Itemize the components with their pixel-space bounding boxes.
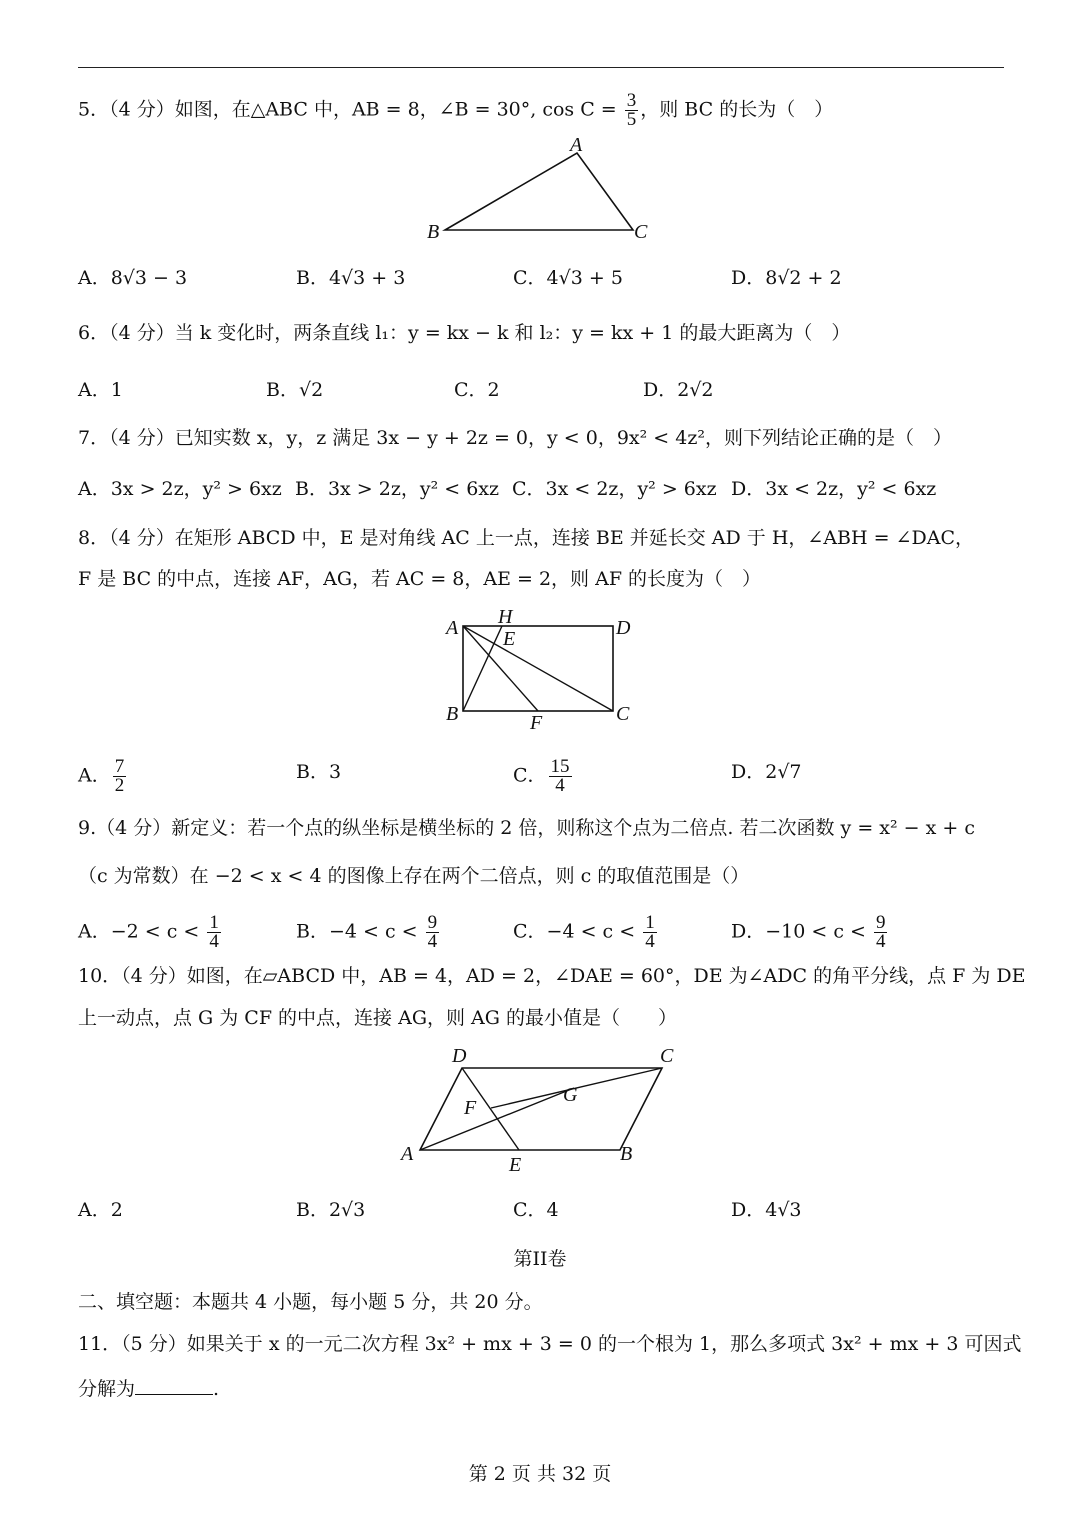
q8-option-b[interactable]: B．3 bbox=[296, 761, 342, 783]
label-c: C bbox=[616, 703, 630, 725]
segment-af bbox=[463, 626, 538, 711]
q9-option-a[interactable]: A．−2 < c < $\frac{1}{4}$ bbox=[78, 912, 219, 952]
q6-option-d[interactable]: D．2√2 bbox=[643, 379, 714, 401]
label-f: F bbox=[530, 712, 543, 734]
q8-option-a[interactable]: A． $\frac{7}{2}$ bbox=[78, 756, 125, 796]
q5-option-b[interactable]: B．4√3 + 3 bbox=[296, 267, 406, 289]
label-b: B bbox=[446, 703, 459, 725]
label-c: C bbox=[634, 221, 648, 243]
cos-fraction: $\frac{3}{5}$ bbox=[626, 90, 637, 130]
label-d: D bbox=[452, 1045, 467, 1067]
label-g: G bbox=[563, 1084, 578, 1106]
label-f: F bbox=[464, 1097, 477, 1119]
label-c: C bbox=[660, 1045, 674, 1067]
label-e: E bbox=[503, 628, 516, 650]
label-b: B bbox=[427, 221, 440, 243]
label-a: A bbox=[570, 135, 583, 156]
q5-option-a[interactable]: A．8√3 − 3 bbox=[78, 267, 188, 289]
question-11-line1: 11．（5 分）如果关于 x 的一元二次方程 3x² + mx + 3 = 0 的一个根为 1，那么多项式 3x² + mx + 3 可因式 bbox=[78, 1333, 1022, 1355]
q9-option-b[interactable]: B．−4 < c < $\frac{9}{4}$ bbox=[296, 912, 438, 952]
segment-ag bbox=[420, 1088, 574, 1150]
q6-option-a[interactable]: A．1 bbox=[78, 379, 123, 401]
parallelogram-abcd-figure bbox=[398, 1042, 698, 1178]
q7-option-b[interactable]: B．3x > 2z，y² < 6xz bbox=[295, 478, 500, 500]
question-5-stem: 5．（4 分）如图，在△ABC 中，AB = 8，∠B = 30°, cos C = $\frac{3}{5}$ ，则 BC 的长为（ ） bbox=[78, 90, 834, 130]
label-h: H bbox=[498, 606, 513, 628]
q10-option-d[interactable]: D．4√3 bbox=[731, 1199, 802, 1221]
q6-option-c[interactable]: C．2 bbox=[454, 379, 500, 401]
triangle-abc bbox=[445, 153, 633, 230]
q9-option-d[interactable]: D．−10 < c < $\frac{9}{4}$ bbox=[731, 912, 886, 952]
question-8-line1: 8．（4 分）在矩形 ABCD 中，E 是对角线 AC 上一点，连接 BE 并延长交 AD 于 H，∠ABH = ∠DAC， bbox=[78, 527, 974, 549]
question-7-stem: 7．（4 分）已知实数 x，y，z 满足 3x − y + 2z = 0，y < 0，9x² < 4z²，则下列结论正确的是（ ） bbox=[78, 427, 952, 449]
q8-option-d[interactable]: D．2√7 bbox=[731, 761, 802, 783]
question-6-stem: 6．（4 分）当 k 变化时，两条直线 l₁：y = kx − k 和 l₂：y = kx + 1 的最大距离为（ ） bbox=[78, 322, 851, 344]
top-rule bbox=[78, 67, 1004, 68]
q6-option-b[interactable]: B．√2 bbox=[266, 379, 324, 401]
q9-option-c[interactable]: C．−4 < c < $\frac{1}{4}$ bbox=[513, 912, 655, 952]
q10-option-c[interactable]: C．4 bbox=[513, 1199, 559, 1221]
question-8-line2: F 是 BC 的中点，连接 AF，AG，若 AC = 8，AE = 2，则 AF 的长度为（ ） bbox=[78, 568, 762, 590]
page-footer: 第 2 页 共 32 页 bbox=[468, 1463, 612, 1485]
q10-option-a[interactable]: A．2 bbox=[78, 1199, 123, 1221]
segment-bh bbox=[463, 626, 502, 711]
q7-option-a[interactable]: A．3x > 2z，y² > 6xz bbox=[78, 478, 282, 500]
question-11-line2: 分解为 . bbox=[78, 1378, 220, 1400]
question-9-line2: （c 为常数）在 −2 < x < 4 的图像上存在两个二倍点，则 c 的取值范围是（） bbox=[78, 865, 750, 887]
diagonal-ac bbox=[463, 626, 613, 711]
q5-option-c[interactable]: C．4√3 + 5 bbox=[513, 267, 623, 289]
q7-option-c[interactable]: C．3x < 2z，y² > 6xz bbox=[512, 478, 717, 500]
q8-option-c[interactable]: C． $\frac{15}{4}$ bbox=[513, 756, 570, 796]
label-b: B bbox=[620, 1143, 633, 1165]
question-10-line2: 上一动点，点 G 为 CF 的中点，连接 AG，则 AG 的最小值是（ ） bbox=[78, 1007, 677, 1029]
question-10-line1: 10．（4 分）如图，在▱ABCD 中，AB = 4，AD = 2，∠DAE = 60°，DE 为∠ADC 的角平分线，点 F 为 DE bbox=[78, 965, 1026, 987]
q10-option-b[interactable]: B．2√3 bbox=[296, 1199, 366, 1221]
q5-option-d[interactable]: D．8√2 + 2 bbox=[731, 267, 842, 289]
triangle-abc-figure bbox=[420, 135, 660, 245]
section-title: 第II卷 bbox=[513, 1248, 567, 1270]
q7-option-d[interactable]: D．3x < 2z，y² < 6xz bbox=[731, 478, 937, 500]
label-e: E bbox=[509, 1154, 522, 1176]
rectangle-abcd-figure bbox=[440, 604, 650, 734]
label-a: A bbox=[446, 617, 459, 639]
label-a: A bbox=[401, 1143, 414, 1165]
parallelogram-abcd bbox=[420, 1068, 662, 1150]
section-2-heading: 二、填空题：本题共 4 小题，每小题 5 分，共 20 分。 bbox=[78, 1291, 543, 1313]
label-d: D bbox=[616, 617, 631, 639]
question-9-line1: 9.（4 分）新定义：若一个点的纵坐标是横坐标的 2 倍，则称这个点为二倍点. 若二次函数 y = x² − x + c bbox=[78, 817, 975, 839]
answer-blank[interactable] bbox=[135, 1376, 213, 1395]
